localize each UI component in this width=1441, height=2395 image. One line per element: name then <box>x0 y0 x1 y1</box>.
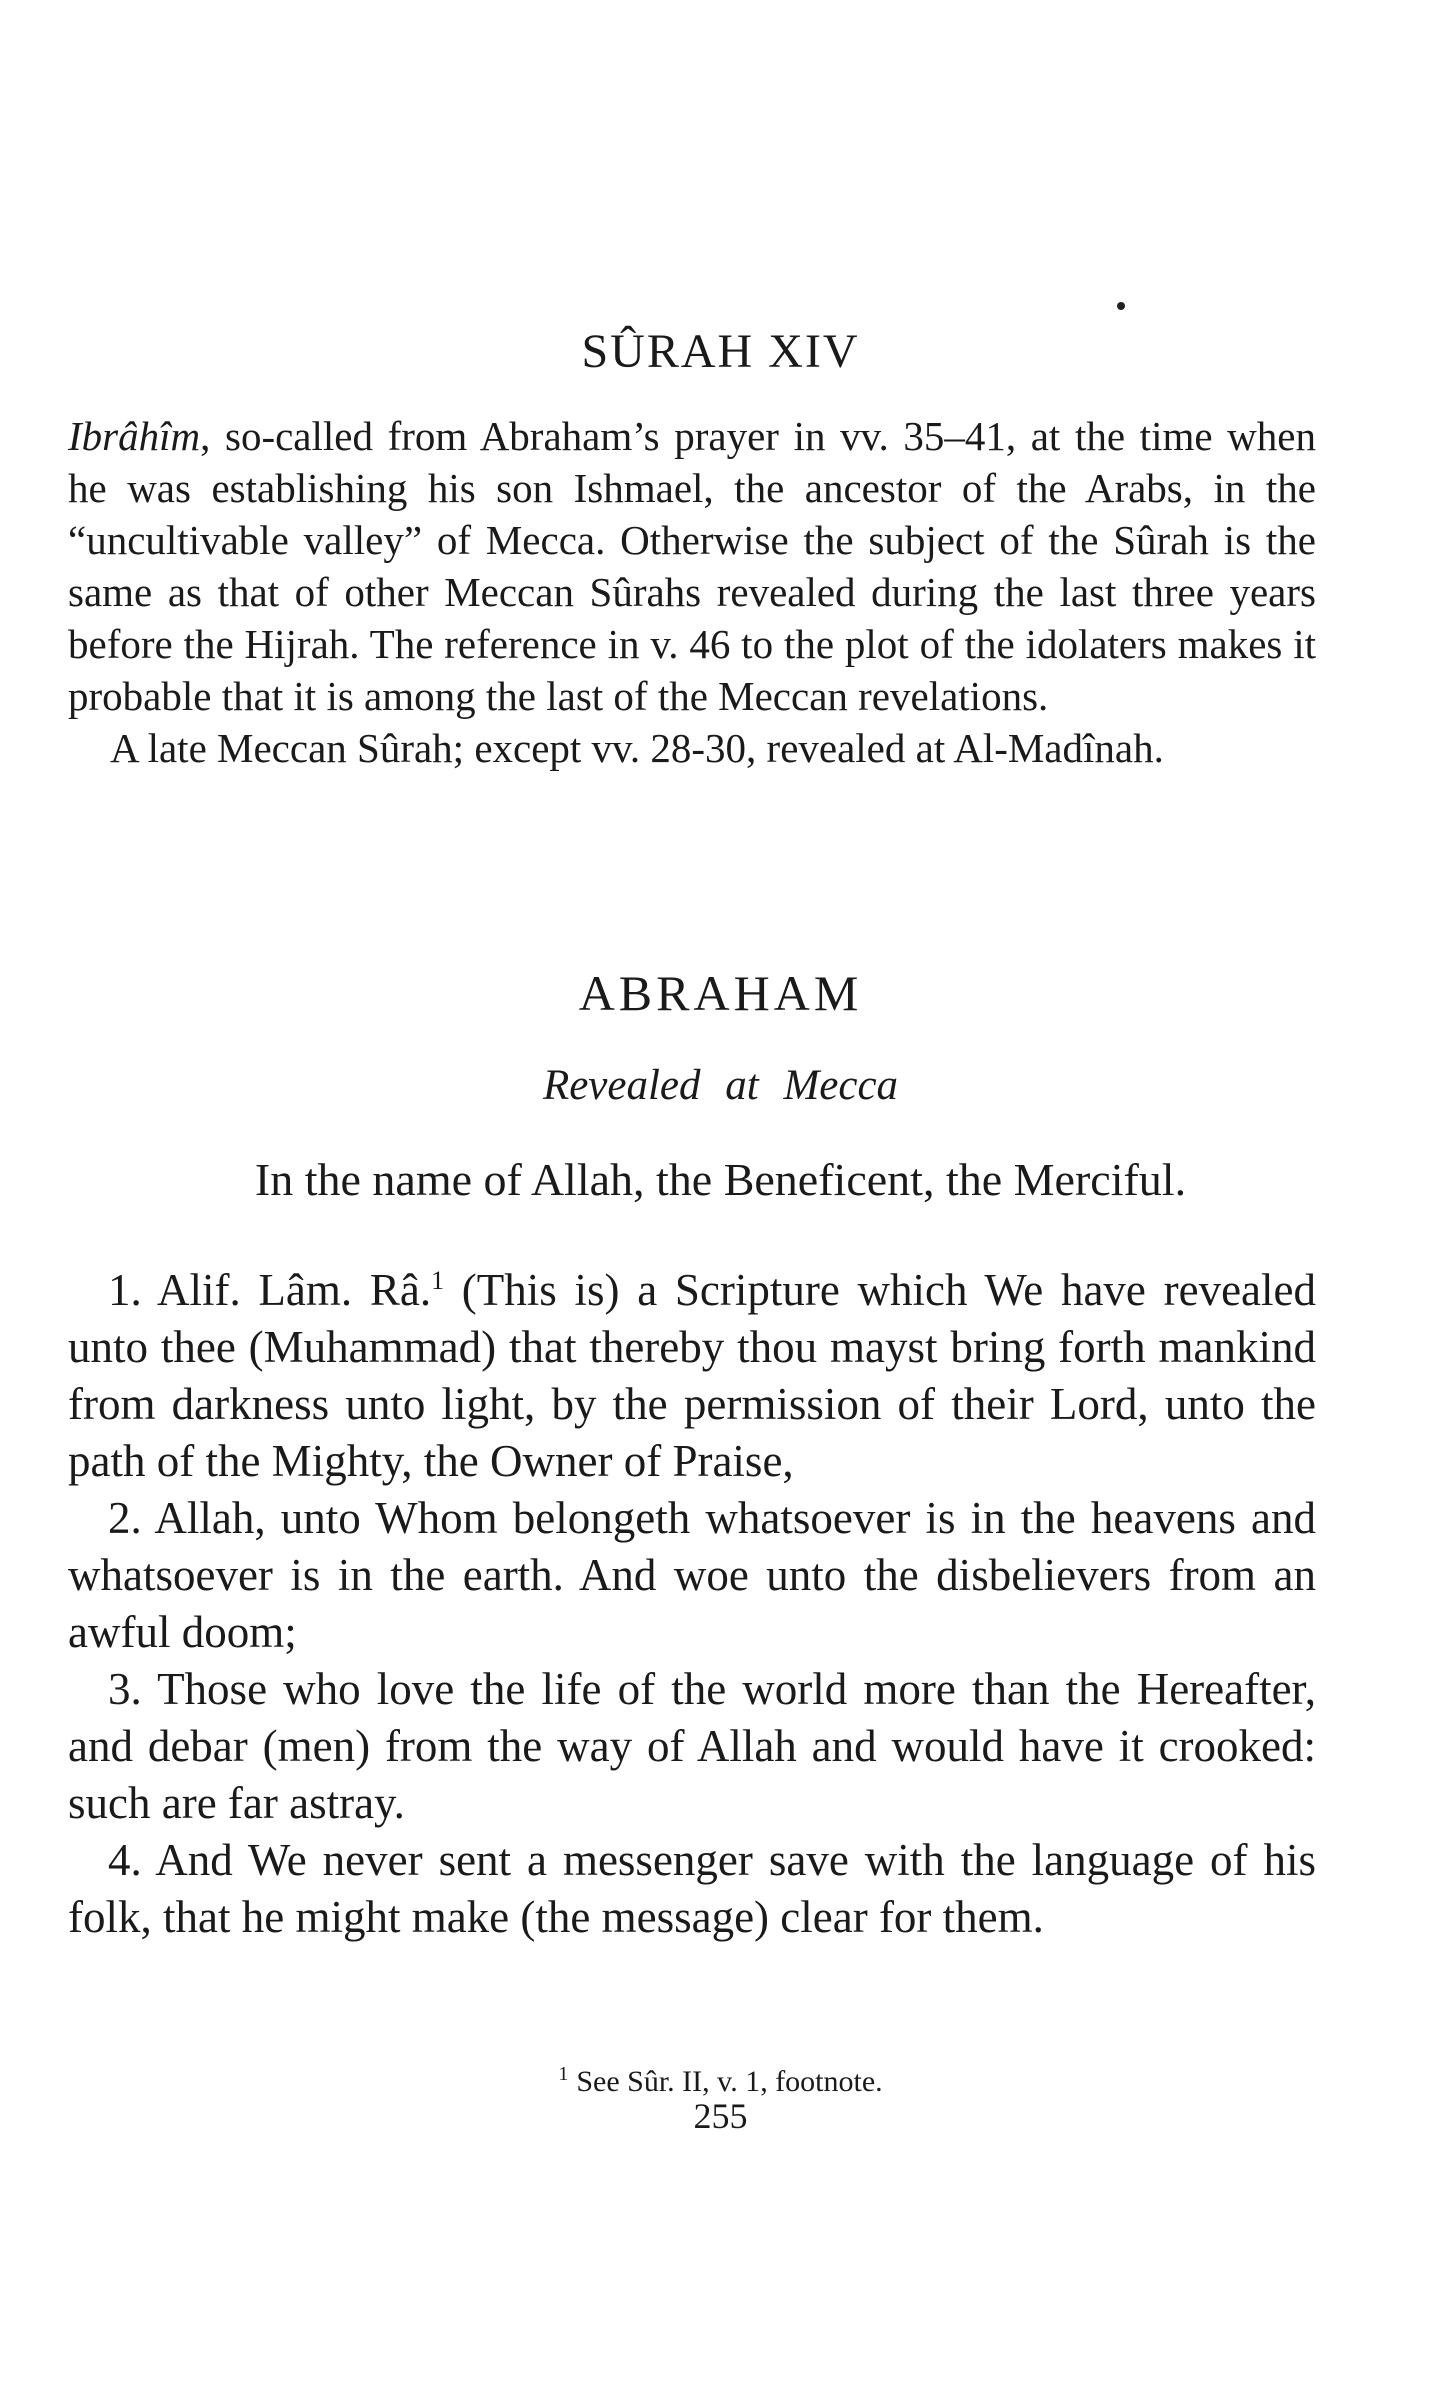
intro-note: A late Meccan Sûrah; except vv. 28-30, revealed at Al-Madînah. <box>110 725 1164 771</box>
verse-1-start: 1. Alif. Lâm. Râ. <box>108 1265 432 1315</box>
verse-2: 2. Allah, unto Whom belongeth whatsoever is in the heavens and whatsoever is in the earth. And woe unto the disbelievers from an awful doom; <box>68 1493 1316 1657</box>
verse-1-rest: (This is) a Scripture which We have revealed unto thee (Muhammad) that thereby thou mayst bring forth mankind from darkness unto light, by the permission of their Lord, unto the path of the Mighty, the Owner of Praise, <box>68 1265 1316 1486</box>
intro-paragraph <box>68 410 1316 722</box>
footnote-mark: 1 <box>558 2063 569 2085</box>
introduction <box>68 410 1316 774</box>
page-title: ABRAHAM <box>578 965 863 1021</box>
intro-body: , so-called from Abraham’s prayer in vv. 35–41, at the time when he was establishing his son Ishmael, the ancestor of the Arabs, in the “uncultivable valley” of Mecca. Otherwise the subject of the Sûrah is the same as that of other Meccan Sûrahs revealed during the last three years before the Hijrah. The reference in v. 46 to the plot of the idolaters makes it probable that it is among the last of the Meccan revelations. <box>68 413 1316 719</box>
footnote-text: See Sûr. II, v. 1, footnote. <box>576 2065 883 2098</box>
revelation-place: Revealed at Mecca <box>542 1062 899 1109</box>
printer-mark <box>1117 302 1125 310</box>
verses <box>68 1262 1316 1946</box>
footnote-reference: 1 <box>431 1266 445 1295</box>
verse-4: 4. And We never sent a messenger save with the language of his folk, that he might make (the message) clear for them. <box>68 1835 1316 1942</box>
intro-term: Ibrâhîm <box>68 413 201 459</box>
page-number: 255 <box>693 2096 748 2136</box>
bismillah: In the name of Allah, the Beneficent, the Merciful. <box>254 1154 1187 1205</box>
verse-1 <box>68 1262 1316 1490</box>
verse-3: 3. Those who love the life of the world more than the Hereafter, and debar (men) from the way of Allah and would have it crooked: such are far astray. <box>68 1664 1316 1828</box>
surah-heading: SÛRAH XIV <box>581 325 860 378</box>
